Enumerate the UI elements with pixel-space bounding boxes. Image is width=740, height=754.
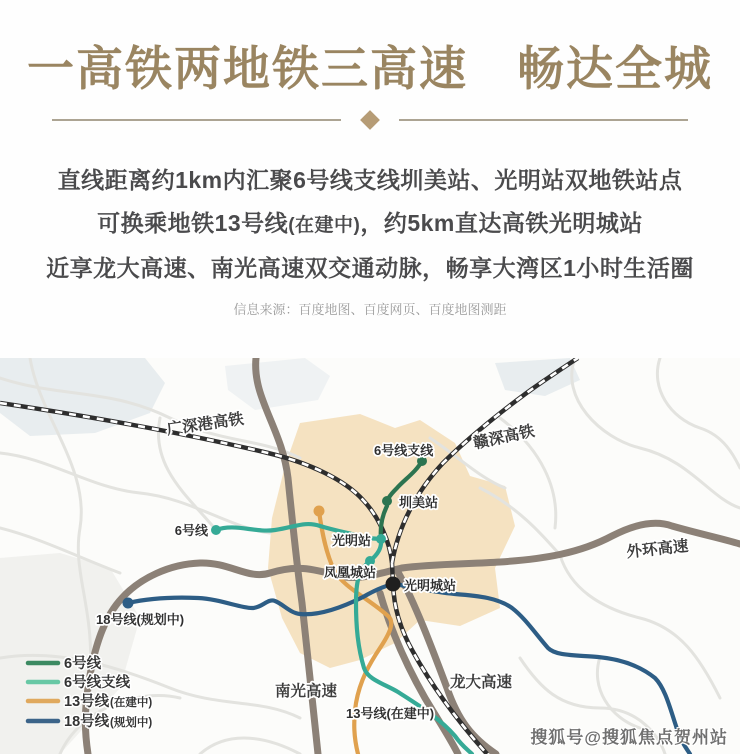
info-source: 信息来源：百度地图、百度网页、百度地图测距 (233, 302, 507, 317)
title-divider (52, 113, 688, 127)
guangmingcheng-station-label: 光明城站 (404, 578, 457, 593)
legend-label-line13: 13号线 (64, 694, 110, 710)
legend-note-line13: (在建中) (110, 697, 153, 709)
transit-map (0, 358, 740, 754)
guangming-station-label: 光明站 (331, 533, 371, 548)
intro-line-1: 直线距离约1km内汇聚6号线支线圳美站、光明站双地铁站点 (57, 167, 683, 193)
guangming-station-dot (376, 534, 386, 544)
intro-line-3: 近享龙大高速、南光高速双交通动脉，畅享大湾区1小时生活圈 (46, 255, 694, 281)
line13-label: 13号线(在建中) (346, 706, 435, 721)
divider-line-left (52, 119, 341, 121)
ganshen-hsr-label: 赣深高铁 (471, 422, 537, 453)
line6-terminus-dot (211, 525, 221, 535)
line18-terminus-dot (123, 598, 134, 609)
intro-line-2-pre: 可换乘地铁13号线 (97, 210, 289, 236)
legend-label-line18: 18号线 (64, 714, 110, 730)
intro-line-2 (0, 202, 740, 247)
line6-branch-label: 6号线支线 (374, 443, 434, 458)
longda-expressway-label: 龙大高速 (449, 674, 513, 691)
legend-note-line18: (规划中) (110, 717, 153, 729)
line13-terminus-dot (314, 506, 325, 517)
line18-label: 18号线(规划中) (96, 612, 185, 627)
intro-line-2-post: ，约5km直达高铁光明城站 (360, 210, 643, 236)
line6-label: 6号线 (174, 523, 208, 538)
guangshengang-hsr-label: 广深港高铁 (165, 410, 245, 439)
waihuan-expressway-label: 外环高速 (625, 537, 690, 562)
intro-text (0, 159, 740, 290)
transit-map-canvas (0, 358, 740, 754)
guangmingcheng-station-dot (386, 577, 401, 592)
fenghuangcheng-station-label: 凤凰城站 (323, 565, 376, 580)
legend-label-line6-branch: 6号线支线 (64, 675, 131, 691)
sohu-watermark: 搜狐号@搜狐焦点贺州站 (530, 728, 728, 747)
zhenmei-station-dot (382, 496, 392, 506)
nanguang-expressway-label: 南光高速 (274, 683, 338, 700)
hero-section (0, 0, 740, 358)
diamond-ornament-icon (360, 110, 380, 130)
intro-line-2-note: (在建中) (288, 215, 361, 236)
page-title: 一高铁两地铁三高速 畅达全城 (27, 44, 713, 96)
legend-label-line6: 6号线 (64, 656, 102, 672)
zhenmei-station-label: 圳美站 (399, 495, 439, 510)
divider-line-right (399, 119, 688, 121)
